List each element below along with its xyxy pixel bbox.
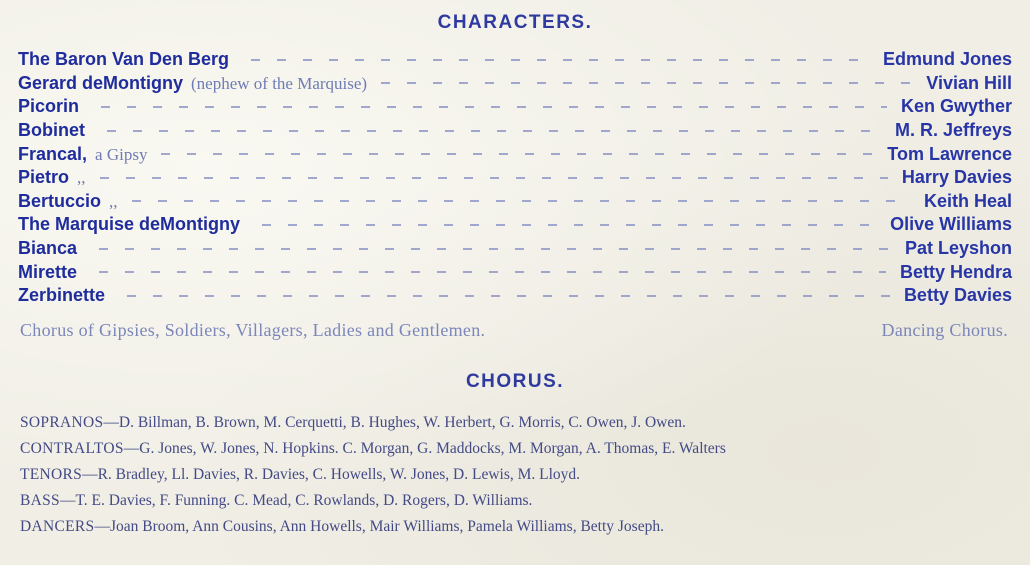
member-names: T. E. Davies, F. Funning. C. Mead, C. Rowlands, D. Rogers, D. Williams. (75, 492, 533, 509)
role-note: ,, (77, 168, 86, 188)
dotted-leader (251, 59, 869, 61)
role-note: ,, (109, 191, 118, 211)
actor-name: Keith Heal (923, 190, 1012, 211)
member-names: D. Billman, B. Brown, M. Cerquetti, B. Hughes, W. Herbert, G. Morris, C. Owen, J. Owen. (118, 414, 686, 431)
actor-name: Harry Davies (901, 167, 1012, 188)
dotted-leader (161, 153, 873, 155)
actor-name: Olive Williams (890, 214, 1012, 235)
chorus-member-line (20, 462, 1020, 488)
role-name: Pietro (18, 167, 70, 188)
role-name: Zerbinette (18, 285, 106, 306)
actor-name: M. R. Jeffreys (894, 120, 1012, 141)
dotted-leader (381, 82, 912, 84)
member-names: G. Jones, W. Jones, N. Hopkins. C. Morgan, G. Maddocks, M. Morgan, A. Thomas, E. Walters (139, 440, 726, 457)
role-name: The Marquise deMontigny (18, 214, 241, 235)
cast-row (18, 95, 1012, 119)
cast-row (18, 213, 1012, 237)
role-name: Francal, (18, 143, 88, 164)
dotted-leader (127, 295, 890, 297)
cast-row (18, 119, 1012, 143)
cast-row (18, 284, 1012, 308)
actor-name: Ken Gwyther (900, 96, 1012, 117)
cast-row (18, 166, 1012, 190)
cast-list (18, 48, 1012, 308)
chorus-description (20, 320, 1008, 341)
member-names: R. Bradley, Ll. Davies, R. Davies, C. Howells, W. Jones, D. Lewis, M. Lloyd. (97, 466, 581, 483)
voice-part: CONTRALTOS (20, 440, 124, 457)
separator: — (123, 440, 140, 457)
dotted-leader (99, 248, 891, 250)
role-name: The Baron Van Den Berg (18, 49, 230, 70)
role-name: Bianca (18, 238, 78, 259)
voice-part: TENORS (20, 466, 83, 483)
cast-row (18, 190, 1012, 214)
cast-row (18, 260, 1012, 284)
role-name: Bobinet (18, 120, 85, 141)
chorus-members (20, 410, 1020, 540)
cast-row (18, 72, 1012, 96)
role-note: (nephew of the Marquise) (191, 73, 368, 93)
chorus-heading: CHORUS. (465, 371, 565, 392)
chorus-text: Chorus of Gipsies, Soldiers, Villagers, Ladies and Gentlemen. (20, 320, 486, 340)
role-note: a Gipsy (95, 144, 148, 164)
separator: — (103, 414, 119, 431)
dotted-leader (99, 271, 886, 273)
actor-name: Betty Hendra (899, 261, 1012, 282)
dotted-leader (132, 200, 910, 202)
chorus-member-line (20, 436, 1020, 462)
dotted-leader (262, 224, 876, 226)
cast-row (18, 142, 1012, 166)
separator: — (82, 466, 98, 483)
actor-name: Edmund Jones (882, 49, 1012, 70)
separator: — (94, 518, 110, 535)
characters-heading: CHARACTERS. (437, 12, 593, 33)
voice-part: BASS (20, 492, 60, 509)
chorus-member-line (20, 514, 1020, 540)
cast-row (18, 237, 1012, 261)
dotted-leader (107, 130, 881, 132)
role-name: Gerard deMontigny (18, 72, 184, 93)
voice-part: DANCERS (20, 518, 95, 535)
actor-name: Pat Leyshon (904, 238, 1012, 259)
cast-row (18, 48, 1012, 72)
dancing-chorus-text: Dancing Chorus. (881, 320, 1008, 340)
actor-name: Vivian Hill (926, 72, 1012, 93)
actor-name: Tom Lawrence (887, 143, 1012, 164)
voice-part: SOPRANOS (20, 414, 104, 431)
actor-name: Betty Davies (903, 285, 1012, 306)
separator: — (59, 492, 76, 509)
role-name: Bertuccio (18, 190, 102, 211)
dotted-leader (100, 177, 888, 179)
member-names: Joan Broom, Ann Cousins, Ann Howells, Mair Williams, Pamela Williams, Betty Joseph. (109, 518, 664, 535)
chorus-member-line (20, 488, 1020, 514)
role-name: Picorin (18, 96, 80, 117)
role-name: Mirette (18, 261, 78, 282)
dotted-leader (101, 106, 887, 108)
chorus-member-line (20, 410, 1020, 436)
